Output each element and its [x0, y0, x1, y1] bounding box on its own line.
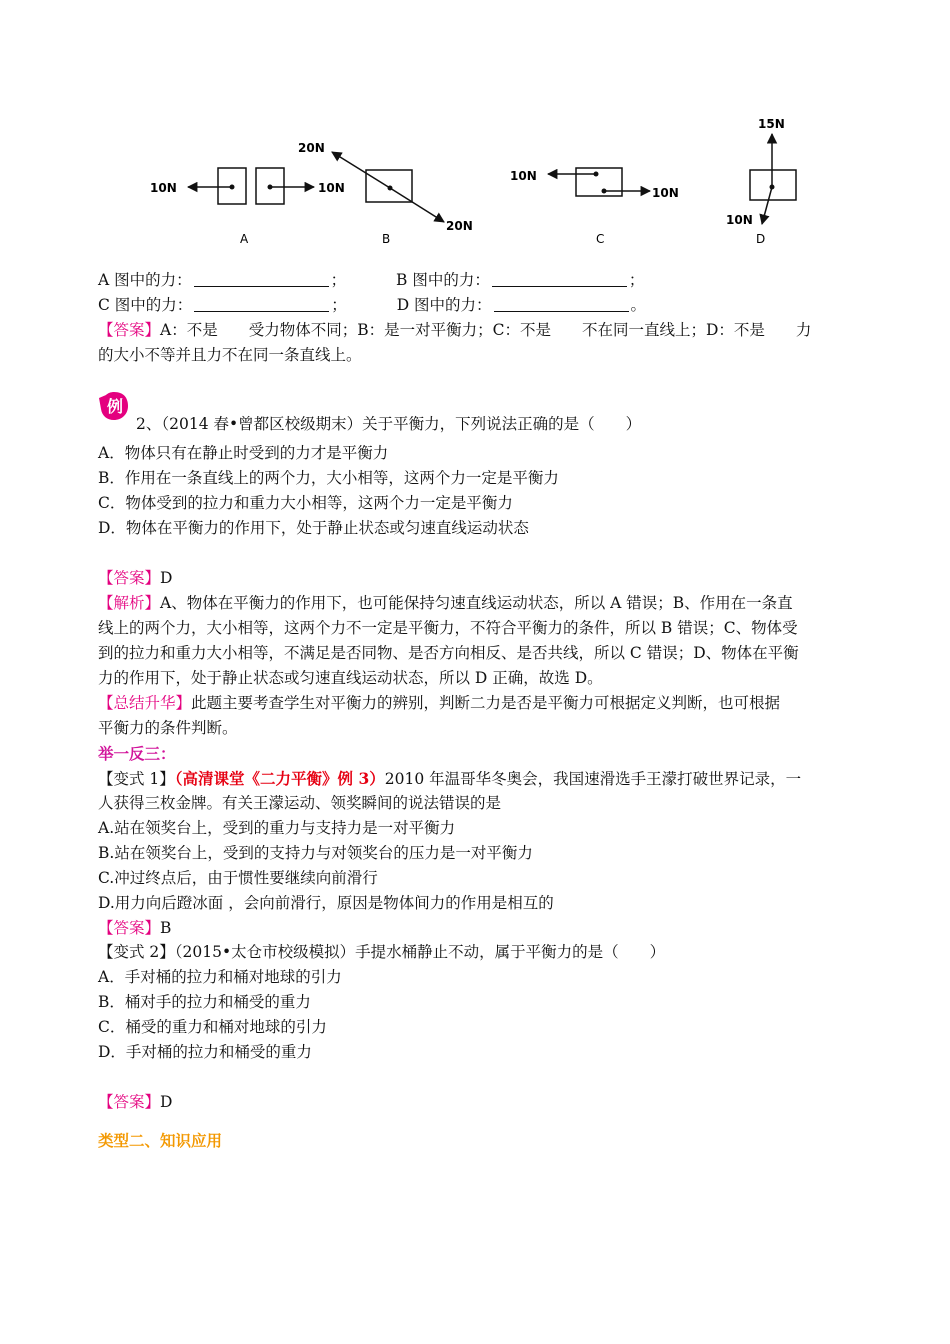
- diagram-c-left-force: 10N: [510, 169, 537, 183]
- variant1-stem-text: 2010 年温哥华冬奥会，我国速滑选手王濛打破世界记录，一: [384, 770, 802, 788]
- answer-tag: 【答案】: [98, 1093, 161, 1111]
- practice-heading: 举一反三：: [98, 744, 176, 763]
- analysis-text: A、物体在平衡力的作用下，也可能保持匀速直线运动状态，所以 A 错误；B、作用在一条直: [160, 594, 793, 612]
- analysis-tag: 【解析】: [98, 594, 161, 612]
- blank-c[interactable]: [194, 297, 329, 312]
- example2-analysis-line4: 力的作用下，处于静止状态或匀速直线运动状态，所以 D 正确，故选 D。: [98, 669, 603, 687]
- variant1-option-c: C.冲过终点后，由于惯性要继续向前滑行: [98, 869, 378, 887]
- separator: ；: [330, 271, 347, 289]
- blank-a[interactable]: [194, 272, 329, 287]
- variant1-tag: 【变式 1】: [98, 770, 175, 788]
- example2-analysis-line2: 线上的两个力，大小相等，这两个力不一定是平衡力，不符合平衡力的条件，所以 B 错误；C、物体受: [98, 619, 798, 637]
- answer1-line2: 的大小不等并且力不在同一条直线上。: [98, 346, 362, 364]
- fill-label-c: C 图中的力：: [98, 296, 193, 314]
- separator: 。: [630, 296, 647, 314]
- variant1-option-b: B.站在领奖台上，受到的支持力与对领奖台的压力是一对平衡力: [98, 844, 533, 862]
- diagram-c-right-force: 10N: [652, 186, 679, 200]
- answer-tag: 【答案】: [98, 569, 161, 587]
- example2-summary-line2: 平衡力的条件判断。: [98, 719, 238, 737]
- blank-b[interactable]: [492, 272, 627, 287]
- variant2-option-a: A．手对桶的拉力和桶对地球的引力: [98, 968, 342, 986]
- variant2-stem-text: （2015•太仓市校级模拟）手提水桶静止不动，属于平衡力的是（ ）: [174, 943, 666, 961]
- example-badge-icon: [98, 390, 130, 422]
- blank-d[interactable]: [494, 297, 629, 312]
- example2-summary-line1: [98, 691, 858, 716]
- variant2-answer: [98, 1090, 858, 1115]
- answer-tag: 【答案】: [98, 919, 161, 937]
- variant2-option-d: D．手对桶的拉力和桶受的重力: [98, 1043, 312, 1061]
- separator: ；: [628, 271, 645, 289]
- diagram-d-down-force: 10N: [726, 213, 753, 227]
- variant1-stem-line2: 人获得三枚金牌。有关王濛运动、领奖瞬间的说法错误的是: [98, 794, 502, 812]
- separator: ；: [331, 296, 347, 314]
- example2-option-b: B．作用在一条直线上的两个力，大小相等，这两个力一定是平衡力: [98, 469, 559, 487]
- answer-value: B: [160, 919, 172, 937]
- diagram-b-bottom-force: 20N: [446, 219, 473, 233]
- example2-option-c: C．物体受到的拉力和重力大小相等，这两个力一定是平衡力: [98, 494, 513, 512]
- diagram-c-box: [576, 168, 622, 196]
- answer1-text: A：不是 受力物体不同；B：是一对平衡力；C：不是 不在同一直线上；D：不是 力: [160, 321, 812, 339]
- section-heading: 类型二、知识应用: [98, 1131, 223, 1150]
- diagram-d: [726, 117, 796, 246]
- example2-option-d: D．物体在平衡力的作用下，处于静止状态或匀速直线运动状态: [98, 519, 529, 537]
- diagram-a-right-force: 10N: [318, 181, 345, 195]
- fill-label-b: B 图中的力：: [396, 271, 490, 289]
- answer-value: D: [160, 569, 173, 587]
- example2-stem: 2、（2014 春•曾都区校级期末）关于平衡力，下列说法正确的是（ ）: [136, 415, 642, 433]
- example2-analysis-line3: 到的拉力和重力大小相等，不满足是否同物、是否方向相反、是否共线，所以 C 错误；D、物体在平衡: [98, 644, 799, 662]
- force-diagram-figure: [130, 108, 830, 253]
- variant1-answer: [98, 916, 858, 941]
- diagram-c: [510, 168, 679, 246]
- variant1-stem-line1: [98, 766, 858, 792]
- answer-tag: 【答案】: [98, 321, 161, 339]
- diagram-d-down-arrow: [762, 187, 772, 224]
- variant2-stem: [98, 940, 858, 965]
- example2-answer: [98, 566, 858, 591]
- diagram-b-bottom-arrow: [390, 188, 444, 222]
- diagram-a-caption: A: [240, 232, 249, 246]
- answer-value: D: [160, 1093, 173, 1111]
- diagram-c-caption: C: [596, 232, 605, 246]
- diagram-a: [150, 168, 345, 246]
- summary-text: 此题主要考查学生对平衡力的辨别，判断二力是否是平衡力可根据定义判断，也可根据: [191, 694, 781, 712]
- diagram-b-top-force: 20N: [298, 141, 325, 155]
- fill-label-a: A 图中的力：: [98, 271, 192, 289]
- fill-label-d: D 图中的力：: [396, 296, 492, 314]
- example2-analysis-line1: [98, 591, 858, 616]
- summary-tag: 【总结升华】: [98, 694, 192, 712]
- variant1-source: （高清课堂《二力平衡》例 3）: [174, 769, 385, 788]
- example2-option-a: A．物体只有在静止时受到的力才是平衡力: [98, 444, 389, 462]
- fill-line-ab: [98, 268, 858, 293]
- diagram-d-up-force: 15N: [758, 117, 785, 131]
- fill-line-cd: [98, 293, 858, 318]
- variant1-option-a: A.站在领奖台上，受到的重力与支持力是一对平衡力: [98, 819, 456, 837]
- diagram-b-caption: B: [382, 232, 391, 246]
- variant1-option-d: D.用力向后蹬冰面 ，会向前滑行，原因是物体间力的作用是相互的: [98, 894, 554, 912]
- diagram-d-caption: D: [756, 232, 766, 246]
- variant2-option-c: C．桶受的重力和桶对地球的引力: [98, 1018, 327, 1036]
- example-badge-text: 例: [107, 397, 124, 416]
- variant2-tag: 【变式 2】: [98, 943, 175, 961]
- diagram-a-left-force: 10N: [150, 181, 177, 195]
- answer1-line1: [98, 318, 858, 343]
- variant2-option-b: B．桶对手的拉力和桶受的重力: [98, 993, 311, 1011]
